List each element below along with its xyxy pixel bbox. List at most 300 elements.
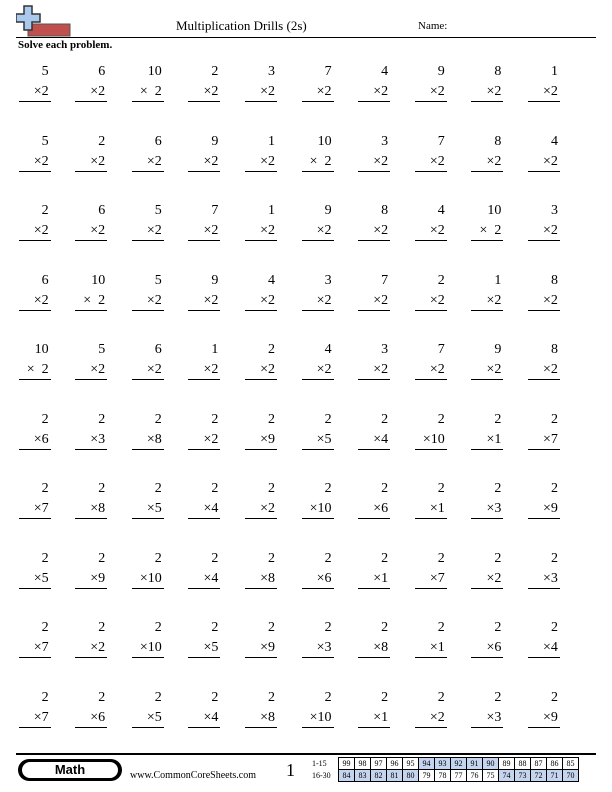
problem: [14, 618, 71, 688]
problem-row: [14, 618, 580, 688]
problem: [240, 201, 297, 271]
problem: [354, 201, 411, 271]
multiplicand: 1: [550, 64, 558, 79]
score-cell: 93: [435, 758, 451, 770]
score-cell: 92: [451, 758, 467, 770]
answer-rule: [471, 101, 503, 102]
multiplier: ×2: [203, 223, 219, 238]
problem: [184, 340, 241, 410]
problem: [127, 62, 184, 132]
problem-row: [14, 549, 580, 619]
answer-rule: [188, 727, 220, 728]
multiplier: ×2: [373, 153, 389, 169]
multiplicand: 2: [437, 689, 445, 705]
answer-rule: [19, 727, 51, 728]
multiplicand: 2: [324, 689, 332, 705]
multiplicand: 2: [41, 689, 49, 705]
multiplier: ×2: [33, 223, 49, 238]
multiplier: ×5: [146, 709, 162, 725]
answer-rule: [302, 727, 334, 728]
multiplier: ×5: [203, 640, 219, 655]
answer-rule: [19, 449, 51, 450]
multiplier: ×2: [260, 292, 275, 308]
answer-rule: [188, 379, 220, 380]
answer-rule: [188, 518, 220, 519]
multiplicand: 2: [154, 550, 162, 566]
multiplicand: 2: [494, 620, 502, 635]
worksheet-title: Multiplication Drills (2s): [176, 18, 307, 33]
multiplier: ×3: [486, 709, 502, 725]
score-cell: 96: [387, 758, 403, 770]
answer-rule: [132, 310, 164, 311]
multiplier: ×2: [373, 362, 389, 377]
answer-rule: [358, 588, 390, 589]
multiplier: ×1: [429, 501, 445, 516]
multiplicand: 1: [211, 342, 219, 357]
multiplicand: 2: [267, 620, 275, 635]
answer-rule: [358, 379, 390, 380]
multiplicand: 2: [267, 550, 275, 566]
answer-rule: [415, 310, 447, 311]
problem: [184, 201, 241, 271]
problem: [297, 62, 354, 132]
problem: [14, 410, 71, 480]
multiplicand: 5: [41, 133, 49, 149]
multiplier: ×2: [90, 153, 106, 169]
problem: [354, 132, 411, 202]
multiplicand: 2: [154, 481, 162, 496]
problem: [523, 618, 580, 688]
multiplicand: 7: [437, 342, 445, 357]
answer-rule: [132, 657, 164, 658]
multiplier: ×1: [429, 640, 445, 655]
problem: [297, 410, 354, 480]
multiplicand: 2: [98, 133, 106, 149]
answer-rule: [358, 657, 390, 658]
multiplicand: 2: [324, 550, 332, 566]
multiplier: ×2: [373, 292, 389, 308]
multiplier: ×2: [429, 362, 445, 377]
answer-rule: [528, 588, 560, 589]
multiplicand: 9: [324, 203, 332, 218]
multiplicand: 9: [211, 133, 219, 149]
multiplicand: 10: [91, 272, 106, 288]
score-cell: 85: [563, 758, 579, 770]
score-cell: 84: [339, 770, 355, 782]
multiplier: ×2: [543, 292, 558, 308]
multiplier: ×8: [146, 431, 162, 447]
answer-rule: [132, 379, 164, 380]
multiplicand: 7: [381, 272, 389, 288]
answer-rule: [132, 171, 164, 172]
answer-rule: [132, 518, 164, 519]
multiplier: ×2: [316, 362, 332, 377]
answer-rule: [132, 240, 164, 241]
score-cell: 94: [419, 758, 435, 770]
multiplier: ×2: [146, 362, 162, 377]
multiplier: ×6: [373, 501, 389, 516]
multiplicand: 5: [154, 272, 162, 288]
multiplicand: 3: [324, 272, 332, 288]
answer-rule: [358, 171, 390, 172]
problem: [127, 410, 184, 480]
problem: [184, 618, 241, 688]
multiplicand: 2: [211, 411, 219, 427]
problem: [523, 479, 580, 549]
score-cell: 80: [403, 770, 419, 782]
multiplicand: 6: [41, 272, 49, 288]
answer-rule: [471, 727, 503, 728]
multiplier: ×8: [260, 570, 275, 586]
problem: [410, 201, 467, 271]
multiplicand: 8: [381, 203, 389, 218]
multiplier: ×9: [543, 709, 558, 725]
problem: [14, 340, 71, 410]
multiplier: ×2: [543, 223, 558, 238]
multiplier: ×2: [543, 84, 558, 99]
problem: [297, 688, 354, 758]
multiplier: ×2: [33, 292, 49, 308]
score-cell: 98: [355, 758, 371, 770]
multiplicand: 2: [437, 550, 445, 566]
multiplier: ×3: [543, 570, 558, 586]
math-badge-label: Math: [22, 762, 118, 778]
multiplicand: 7: [211, 203, 219, 218]
site-url: www.CommonCoreSheets.com: [130, 770, 257, 781]
problem-row: [14, 340, 580, 410]
answer-rule: [188, 310, 220, 311]
multiplier: ×4: [373, 431, 389, 447]
problem-row: [14, 62, 580, 132]
multiplier: ×2: [316, 84, 332, 99]
problem: [184, 549, 241, 619]
problem: [127, 618, 184, 688]
multiplier: ×9: [260, 431, 275, 447]
multiplier: ×10: [309, 709, 332, 725]
multiplier: ×2: [316, 292, 332, 308]
problem: [240, 62, 297, 132]
multiplicand: 2: [437, 481, 445, 496]
multiplier: ×2: [486, 84, 502, 99]
multiplier: ×3: [486, 501, 502, 516]
multiplier: ×2: [429, 223, 445, 238]
multiplier: ×1: [486, 431, 502, 447]
multiplier: ×6: [33, 431, 49, 447]
multiplier: ×2: [203, 431, 219, 447]
problem: [467, 132, 524, 202]
problem: [71, 62, 128, 132]
multiplier: × 2: [479, 223, 502, 238]
problem: [467, 410, 524, 480]
multiplier: ×6: [486, 640, 502, 655]
multiplicand: 2: [550, 481, 558, 496]
answer-rule: [302, 171, 334, 172]
answer-rule: [19, 101, 51, 102]
problem: [184, 132, 241, 202]
multiplicand: 2: [381, 550, 389, 566]
problem: [14, 62, 71, 132]
multiplicand: 3: [550, 203, 558, 218]
multiplicand: 2: [267, 689, 275, 705]
multiplier: ×2: [316, 223, 332, 238]
multiplier: ×2: [90, 84, 106, 99]
answer-rule: [471, 171, 503, 172]
problem: [184, 271, 241, 341]
multiplicand: 4: [550, 133, 558, 149]
multiplicand: 5: [154, 203, 162, 218]
score-cell: 86: [547, 758, 563, 770]
answer-rule: [132, 449, 164, 450]
multiplier: ×2: [373, 84, 389, 99]
answer-rule: [75, 379, 107, 380]
problem: [354, 271, 411, 341]
multiplier: × 2: [83, 292, 106, 308]
problem: [523, 62, 580, 132]
multiplier: ×6: [316, 570, 332, 586]
answer-rule: [245, 310, 277, 311]
answer-rule: [302, 310, 334, 311]
multiplicand: 2: [211, 64, 219, 79]
score-cell: 71: [547, 770, 563, 782]
multiplicand: 6: [98, 64, 106, 79]
score-cell: 75: [483, 770, 499, 782]
score-cell: 99: [339, 758, 355, 770]
score-cell: 88: [515, 758, 531, 770]
multiplier: ×8: [373, 640, 389, 655]
multiplicand: 2: [381, 689, 389, 705]
problem: [297, 549, 354, 619]
multiplier: ×2: [543, 153, 558, 169]
answer-rule: [528, 310, 560, 311]
multiplicand: 10: [147, 64, 162, 79]
multiplier: ×7: [543, 431, 558, 447]
answer-rule: [415, 588, 447, 589]
answer-rule: [75, 588, 107, 589]
problem: [523, 271, 580, 341]
plus-logo-icon: [16, 4, 72, 38]
problem: [297, 340, 354, 410]
answer-rule: [358, 449, 390, 450]
multiplicand: 2: [98, 689, 106, 705]
problem: [127, 132, 184, 202]
answer-rule: [471, 449, 503, 450]
multiplicand: 3: [267, 64, 275, 79]
multiplicand: 2: [98, 411, 106, 427]
problem: [184, 410, 241, 480]
problem: [297, 201, 354, 271]
answer-rule: [471, 310, 503, 311]
multiplicand: 2: [494, 481, 502, 496]
problem: [71, 688, 128, 758]
score-cell: 76: [467, 770, 483, 782]
answer-rule: [528, 449, 560, 450]
problem-row: [14, 271, 580, 341]
answer-rule: [245, 101, 277, 102]
multiplier: ×2: [486, 153, 502, 169]
score-cell: 95: [403, 758, 419, 770]
problem: [240, 618, 297, 688]
answer-rule: [358, 240, 390, 241]
multiplier: ×2: [260, 84, 275, 99]
multiplier: ×2: [260, 153, 275, 169]
multiplicand: 4: [267, 272, 275, 288]
problem: [14, 688, 71, 758]
multiplicand: 2: [381, 620, 389, 635]
score-cell: 79: [419, 770, 435, 782]
multiplicand: 3: [381, 342, 389, 357]
problem: [71, 618, 128, 688]
multiplier: ×2: [90, 362, 106, 377]
problem: [523, 688, 580, 758]
problem: [410, 271, 467, 341]
problem: [127, 271, 184, 341]
multiplicand: 2: [154, 689, 162, 705]
multiplier: ×2: [429, 709, 445, 725]
answer-rule: [302, 588, 334, 589]
multiplier: ×2: [429, 84, 445, 99]
multiplier: ×2: [543, 362, 558, 377]
score-cell: 77: [451, 770, 467, 782]
multiplier: ×6: [90, 709, 106, 725]
problem-grid: [14, 62, 580, 748]
multiplier: ×5: [316, 431, 332, 447]
answer-rule: [302, 518, 334, 519]
problem: [354, 62, 411, 132]
answer-rule: [19, 518, 51, 519]
answer-rule: [302, 657, 334, 658]
multiplier: ×4: [203, 709, 219, 725]
problem: [14, 271, 71, 341]
page-number: 1: [286, 760, 295, 780]
multiplicand: 2: [98, 481, 106, 496]
problem: [467, 201, 524, 271]
answer-rule: [471, 518, 503, 519]
multiplier: × 2: [26, 362, 49, 377]
multiplier: ×4: [543, 640, 558, 655]
multiplier: ×2: [146, 153, 162, 169]
problem-row: [14, 410, 580, 480]
answer-rule: [188, 449, 220, 450]
answer-rule: [471, 240, 503, 241]
problem-row: [14, 688, 580, 758]
answer-rule: [358, 727, 390, 728]
multiplicand: 2: [211, 550, 219, 566]
multiplicand: 2: [437, 620, 445, 635]
multiplier: ×7: [33, 640, 49, 655]
multiplicand: 9: [494, 342, 502, 357]
multiplier: ×3: [90, 431, 106, 447]
multiplicand: 6: [154, 133, 162, 149]
answer-rule: [302, 101, 334, 102]
problem: [410, 62, 467, 132]
problem: [523, 340, 580, 410]
answer-rule: [528, 518, 560, 519]
problem: [240, 340, 297, 410]
problem: [467, 688, 524, 758]
problem: [467, 271, 524, 341]
answer-rule: [415, 379, 447, 380]
multiplicand: 2: [550, 411, 558, 427]
multiplier: ×2: [373, 223, 389, 238]
problem: [354, 688, 411, 758]
multiplier: ×7: [429, 570, 445, 586]
problem: [240, 549, 297, 619]
multiplier: ×2: [146, 223, 162, 238]
problem: [184, 479, 241, 549]
answer-rule: [415, 727, 447, 728]
score-row: [312, 758, 579, 770]
problem-row: [14, 201, 580, 271]
multiplicand: 8: [550, 342, 558, 357]
multiplicand: 2: [494, 550, 502, 566]
multiplicand: 2: [267, 481, 275, 496]
answer-rule: [245, 657, 277, 658]
multiplicand: 10: [34, 342, 49, 357]
multiplicand: 2: [494, 411, 502, 427]
multiplier: ×1: [373, 709, 389, 725]
problem: [71, 271, 128, 341]
answer-rule: [358, 518, 390, 519]
problem: [410, 410, 467, 480]
problem: [71, 340, 128, 410]
problem: [240, 688, 297, 758]
answer-rule: [75, 240, 107, 241]
score-cell: 74: [499, 770, 515, 782]
multiplier: ×2: [429, 153, 445, 169]
multiplicand: 2: [381, 481, 389, 496]
problem: [354, 479, 411, 549]
score-cell: 72: [531, 770, 547, 782]
score-row: [312, 770, 579, 782]
multiplier: ×10: [422, 431, 445, 447]
multiplier: × 2: [309, 153, 332, 169]
answer-rule: [132, 588, 164, 589]
answer-rule: [415, 449, 447, 450]
math-badge: [18, 759, 122, 781]
multiplicand: 2: [41, 620, 49, 635]
multiplier: ×5: [33, 570, 49, 586]
multiplicand: 7: [324, 64, 332, 79]
problem: [127, 688, 184, 758]
answer-rule: [415, 101, 447, 102]
answer-rule: [75, 518, 107, 519]
multiplicand: 2: [494, 689, 502, 705]
multiplicand: 4: [381, 64, 389, 79]
multiplicand: 7: [437, 133, 445, 149]
multiplier: ×2: [260, 501, 275, 516]
answer-rule: [358, 310, 390, 311]
score-cell: 91: [467, 758, 483, 770]
answer-rule: [75, 657, 107, 658]
answer-rule: [302, 449, 334, 450]
multiplicand: 2: [324, 481, 332, 496]
problem: [467, 62, 524, 132]
score-cell: 97: [371, 758, 387, 770]
multiplier: ×2: [146, 292, 162, 308]
multiplier: ×10: [309, 501, 332, 516]
multiplicand: 4: [324, 342, 332, 357]
problem: [467, 618, 524, 688]
multiplicand: 2: [550, 550, 558, 566]
multiplicand: 2: [41, 481, 49, 496]
problem: [410, 688, 467, 758]
multiplicand: 2: [211, 481, 219, 496]
multiplier: ×9: [543, 501, 558, 516]
multiplicand: 5: [98, 342, 106, 357]
answer-rule: [19, 240, 51, 241]
score-cell: 87: [531, 758, 547, 770]
answer-rule: [245, 379, 277, 380]
